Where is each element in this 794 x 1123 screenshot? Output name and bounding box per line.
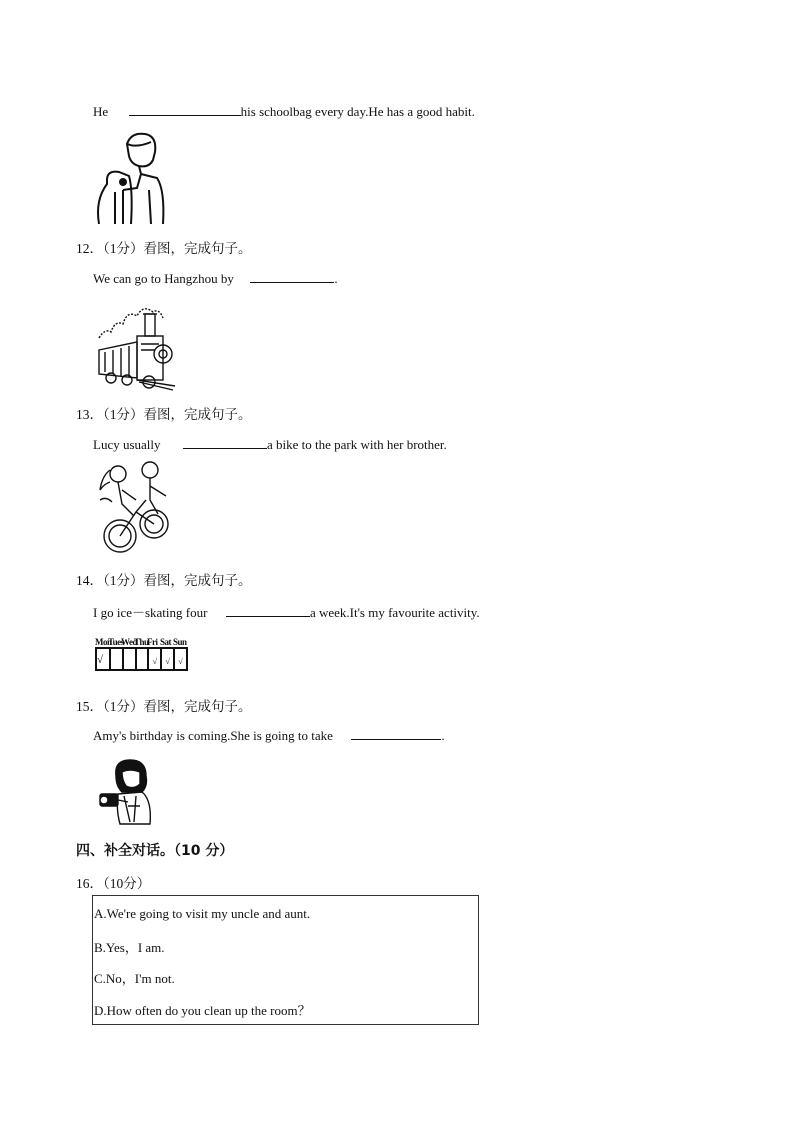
option-b: B.Yes，I am. [94,940,165,955]
day-fri: Fri [147,637,158,647]
q12-heading: 12．（1分）看图，完成句子。 [76,241,252,256]
q13-post: a bike to the park with her brother. [267,437,447,452]
q15-heading: 15．（1分）看图，完成句子。 [76,699,252,714]
q13-blank[interactable] [183,436,267,449]
q12-blank[interactable] [250,270,334,283]
q11-blank[interactable] [129,103,241,116]
q11-post: his schoolbag every day.He has a good habit. [240,104,475,119]
q13-pre: Lucy usually [93,437,161,452]
option-c: C.No，I'm not. [94,971,175,986]
mark-tue [111,649,124,669]
q12-pre: We can go to Hangzhou by [93,271,234,286]
day-sat: Sat [160,637,172,647]
q14-post: a week.It's my favourite activity. [309,605,480,620]
day-mon: Mon [95,637,112,647]
q15-post: . [441,728,445,743]
option-d: D.How often do you clean up the room？ [94,1003,311,1018]
mark-sun: √ [175,649,188,669]
q14-sentence [93,602,480,621]
children-riding-bikes-illustration [96,460,178,558]
day-thu: Thu [134,637,149,647]
q12-sentence [93,270,338,287]
day-tue: Tues [108,637,124,647]
q12-post: . [334,271,338,286]
boy-schoolbag-illustration [93,130,171,226]
q11-pre: He [93,104,109,119]
options-box [92,895,479,1025]
option-a: A.We're going to visit my uncle and aunt. [94,906,311,921]
q14-pre: I go ice－skating four [93,605,208,620]
q14-blank[interactable] [226,604,310,617]
q16-heading: 16．（10分） [76,876,151,891]
train-illustration [97,298,179,392]
section-4-title: 四、补全对话。（10 分） [76,843,234,859]
girl-with-camera-illustration [94,756,158,826]
q13-heading: 13．（1分）看图，完成句子。 [76,407,252,422]
day-sun: Sun [173,637,187,647]
mark-sat: √ [162,649,175,669]
q15-sentence [93,727,445,744]
mark-wed [124,649,137,669]
mark-thu [137,649,150,669]
q15-blank[interactable] [351,727,441,740]
q14-heading: 14．（1分）看图，完成句子。 [76,573,252,588]
mark-fri: √ [149,649,162,669]
q15-pre: Amy's birthday is coming.She is going to take [93,728,333,743]
mark-mon: √ [97,649,111,669]
q11-sentence [93,103,475,120]
day-wed: Wed [121,637,138,647]
q13-sentence [93,436,447,453]
week-calendar [95,632,188,671]
